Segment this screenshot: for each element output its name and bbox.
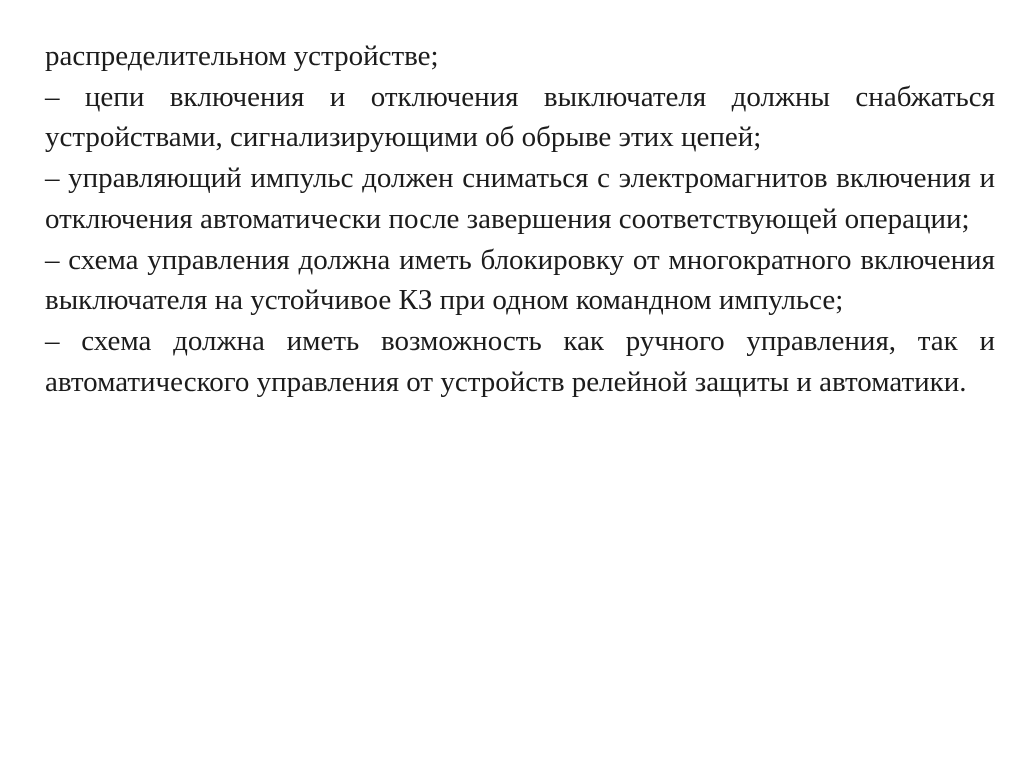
list-item-blocking: – схема управления должна иметь блокировку от многократного включения выключателя на устойчивое КЗ при одном командном импульсе; (45, 243, 995, 317)
list-item-circuit-breaker-circuits: – цепи включения и отключения выключателя должны снабжаться устройствами, сигнализирующими об обрыве этих цепей; (45, 80, 995, 154)
list-item-manual-and-automatic-control: – схема должна иметь возможность как ручного управления, так и автоматического управления от устройств релейной защиты и автоматики. (45, 324, 995, 398)
body-text (45, 36, 995, 402)
paragraph-continuation: распределительном устройстве; (45, 40, 439, 72)
list-item-control-pulse: – управляющий импульс должен сниматься с электромагнитов включения и отключения автоматически после завершения соответствующей операции; (45, 162, 995, 235)
